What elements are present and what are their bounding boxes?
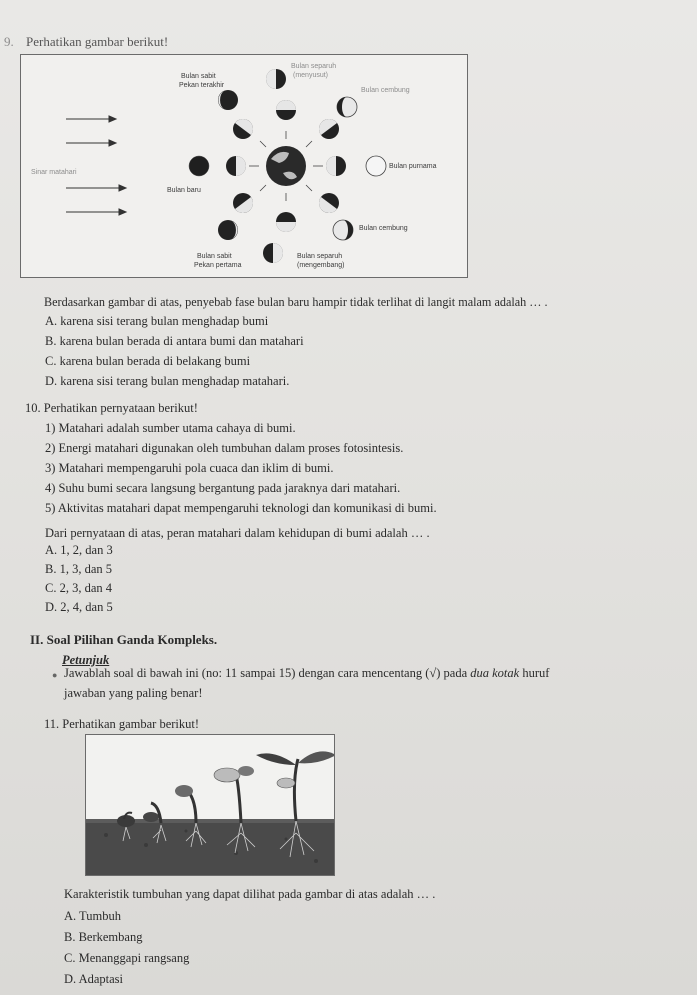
moon-phase-figure — [20, 54, 468, 278]
q11-option-b[interactable]: B. Berkembang — [64, 930, 143, 944]
label-bulan-sabit: Bulan sabit — [197, 253, 232, 260]
question-10-intro: 10. Perhatikan pernyataan berikut! — [25, 401, 198, 415]
bullet-icon: ● — [52, 670, 58, 680]
q10-statement-3: 3) Matahari mempengaruhi pola cuaca dan iklim di bumi. — [45, 461, 334, 475]
q9-option-d[interactable]: D. karena sisi terang bulan menghadap matahari. — [45, 374, 290, 388]
label-mengembang: (mengembang) — [297, 262, 345, 269]
q10-statement-2: 2) Energi matahari digunakan oleh tumbuhan dalam proses fotosintesis. — [45, 441, 404, 455]
q10-statement-1: 1) Matahari adalah sumber utama cahaya di bumi. — [45, 421, 296, 435]
section-2-instruction-line2: jawaban yang paling benar! — [64, 686, 203, 700]
label-pekan-terakhir: Pekan terakhir — [179, 82, 225, 89]
label-menyusut: (menyusut) — [293, 72, 329, 79]
q10-option-b[interactable]: B. 1, 3, dan 5 — [45, 562, 113, 576]
q10-statement-4: 4) Suhu bumi secara langsung bergantung pada jaraknya dari matahari. — [45, 481, 401, 495]
question-11-text: Karakteristik tumbuhan yang dapat dilihat pada gambar di atas adalah … . — [64, 887, 436, 901]
question-9-intro: Perhatikan gambar berikut! — [26, 34, 169, 49]
question-10-text: Dari pernyataan di atas, peran matahari dalam kehidupan di bumi adalah … . — [45, 526, 430, 540]
section-2-instruction-line1: Jawablah soal di bawah ini (no: 11 sampai 15) dengan cara mencentang (√) pada dua kotak huruf — [64, 666, 550, 680]
plant-growth-illustration — [86, 735, 334, 875]
label-bulan-cembung: Bulan cembung — [359, 225, 408, 232]
plant-growth-figure — [85, 734, 335, 876]
question-9-text: Berdasarkan gambar di atas, penyebab fase bulan baru hampir tidak terlihat di langit malam adalah … . — [44, 295, 548, 309]
q9-option-c[interactable]: C. karena bulan berada di belakang bumi — [45, 354, 251, 368]
label-bulan-purnama: Bulan purnama — [389, 163, 437, 170]
q10-statement-5: 5) Aktivitas matahari dapat mempengaruhi teknologi dan komunikasi di bumi. — [45, 501, 437, 515]
question-11-intro: 11. Perhatikan gambar berikut! — [44, 717, 200, 731]
earth-icon — [266, 146, 306, 186]
q9-option-a[interactable]: A. karena sisi terang bulan menghadap bumi — [45, 314, 269, 328]
label-bulan-separuh-menyusut: Bulan separuh — [291, 63, 337, 70]
label-bulan-sabit-terakhir: Bulan sabit — [181, 73, 216, 80]
q9-option-b[interactable]: B. karena bulan berada di antara bumi dan matahari — [45, 334, 304, 348]
label-pekan-pertama: Pekan pertama — [194, 262, 242, 269]
q11-option-d[interactable]: D. Adaptasi — [64, 972, 124, 986]
question-9-number: 9. — [4, 34, 14, 49]
q11-option-a[interactable]: A. Tumbuh — [64, 909, 121, 923]
label-bulan-baru: Bulan baru — [167, 187, 201, 194]
q10-option-c[interactable]: C. 2, 3, dan 4 — [45, 581, 113, 595]
label-bulan-cembung-top: Bulan cembung — [361, 87, 410, 94]
sunlight-arrows — [66, 116, 126, 215]
section-2-title: II. Soal Pilihan Ganda Kompleks. — [30, 632, 218, 647]
q10-option-d[interactable]: D. 2, 4, dan 5 — [45, 600, 113, 614]
q11-option-c[interactable]: C. Menanggapi rangsang — [64, 951, 190, 965]
q10-option-a[interactable]: A. 1, 2, dan 3 — [45, 543, 113, 557]
label-bulan-separuh: Bulan separuh — [297, 253, 343, 260]
petunjuk-label: Petunjuk — [62, 653, 110, 667]
label-sinar-matahari: Sinar matahari — [31, 169, 77, 176]
